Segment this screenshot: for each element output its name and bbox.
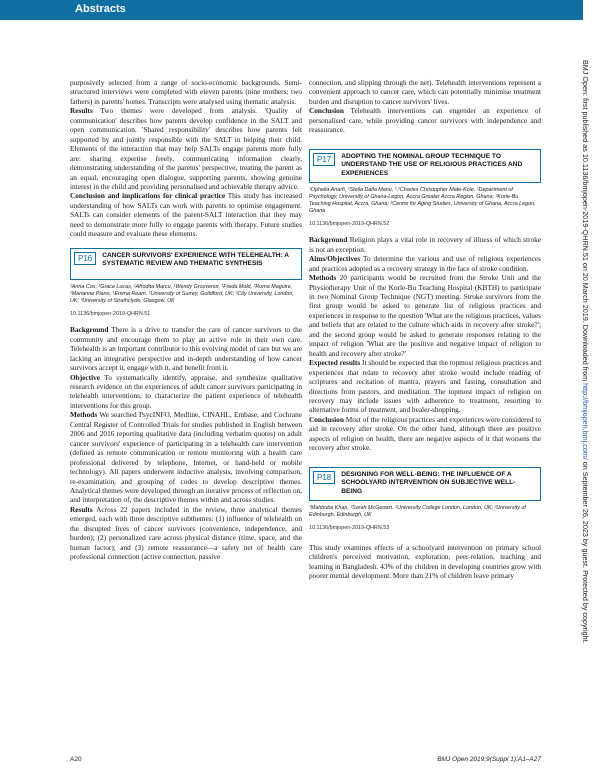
paragraph-text: This study has increased understanding of how SALTs can work with parents to optimise engagement. SALTs can consider elements of the parent-SALT interaction that they may need to demonstrate more fully to engage parents with therapy. Future studies could measure and evaluate these elements. <box>70 191 302 239</box>
paragraph <box>70 505 302 562</box>
paragraph-text: To systematically identify, appraise, and synthesize qualitative research evidence on the experiences of adult cancer survivors participating in telehealth interventions, to characterize the patient experience of telehealth interventions for this group. <box>70 372 302 410</box>
section-label: Expected results <box>309 358 361 368</box>
section-label: Results <box>70 106 93 116</box>
paragraph-text: Two themes were developed from analysis. 'Quality of communication' describes how parents develop confidence in the SALT and open communication. 'Shared responsibility' describes how parents felt supported by and jointly responsible with the SALT in helping their child. Elements of the interaction that may help SALTs engage parents more fully are: sharing expertise freely, communicating information clearly, demonstrating understanding of the parents' perspective, treating the parent as an equal, encouraging open dialogue, supporting parents, showing genuine interest in the child and providing personalised and achievable therapy advice. <box>70 106 302 191</box>
paragraph: This study examines effects of a schoolyard intervention on primary school children's perceived motivation, exploration, peer-relation, teaching and learning in Bangladesh. 43% of the children in developing countries grow with poorer mental development. More than 21% of children leave primary <box>309 542 541 581</box>
paragraph: connection, and slipping through the net). Telehealth interventions represent a convenient approach to cancer care, which can potentially minimise treatment burden and disruption to cancer survivors' lives. <box>309 78 541 106</box>
paragraph <box>309 254 541 273</box>
left-column <box>70 78 302 562</box>
paragraph <box>70 373 302 411</box>
paragraph <box>309 273 541 358</box>
journal-citation: BMJ Open 2019;9(Suppl 1):A1–A27 <box>437 756 541 763</box>
page-number: A20 <box>70 756 82 763</box>
right-column <box>309 78 541 581</box>
section-label: Conclusion and implications for clinical practice <box>70 191 226 201</box>
section-label: Background <box>309 235 348 245</box>
abstract-title: DESIGNING FOR WELL-BEING: THE INFLUENCE OF A SCHOOLYARD INTERVENTION ON SUBJECTIVE WELL-BEING <box>341 470 516 495</box>
paragraph <box>70 191 302 238</box>
section-label: Results <box>70 504 93 514</box>
section-label: Conclusion <box>309 106 344 116</box>
paragraph-text: It should be expected that the topmost religious practices and experiences that relate to recovery after stroke would include reading of scriptures and recitation of mantra, prayers and fasting, consultation and directions from pastors, and meditation. The topmost impact of religion on recovery may include issues with adherence to treatment, resorting to alternative forms of treatment, and healer-shopping. <box>309 358 541 415</box>
section-label: Methods <box>70 410 98 420</box>
paragraph: purposively selected from a range of socio-economic backgrounds. Semi-structured interviews were completed with eleven parents (nine mothers; two fathers) in parents' homes. Transcripts were analysed using thematic analysis. <box>70 78 302 106</box>
section-label: Conclusion <box>309 414 344 424</box>
abstract-title: ADOPTING THE NOMINAL GROUP TECHNIQUE TO UNDERSTAND THE USE OF RELIGIOUS PRACTICES AND EXPERIENCES <box>341 152 523 177</box>
abstract-id: P17 <box>313 153 335 166</box>
abstract-doi[interactable]: 10.1136/bmjopen-2019-QHRN.53 <box>309 524 390 531</box>
paragraph-text: 20 participants would be recruited from the Stroke Unit and the Physiotherapy Unit of the Korle-Bu Teaching Hospital (KBTH) to participate in two Nominal Group Technique (NGT) meeting. Stroke survivors from the first group would be asked to generate list of religious practices and experiences in response to the question 'What are the religious practices, values and beliefs that are related to the culture which aids in recovery after stroke?'; and the second group would be asked to generate responses relating to the impact of religion 'What are the positive and negative impact of religion to health and recovery after stroke?' <box>309 273 541 358</box>
paragraph-text: We searched PsycINFO, Medline, CINAHL, Embase, and Cochrane Central Register of Controlled Trials for studies published in English between 2006 and 2016 reporting qualitative data (including verbatim quotes) on adult cancer survivors' experience of participating in a telehealth care intervention (defined as remote communication or remote monitoring with a health care professional delivered by telephone, Internet, or hand-held or mobile technology). All papers underwent inductive analysis, involving comparison, re-examination, and grouping of codes to develop descriptive themes. Analytical themes were developed through an iterative process of reflection on, and interpretation of, the descriptive themes within and across studies. <box>70 410 302 505</box>
abstract-authors: ¹Mahbuba Khan, ²Sarah McGeown. ¹University College London, London, UK; ²University of Edinburgh, Edinburgh, UK <box>309 504 526 518</box>
paragraph <box>70 325 302 372</box>
abstract-doi[interactable]: 10.1136/bmjopen-2019-QHRN.51 <box>70 311 151 318</box>
abstract-id: P18 <box>313 471 335 484</box>
abstract-authors: ¹Ophelia Anarfi, ²Stella Dalla Manu, ¹,²Charles Christopher Mate-Kole. ¹Department of Psychology, University of Ghana-Legon, Accra Greater Accra Region, Ghana; ²Korle-Bu Teaching Hospital, Accra, Ghana; ³Centre for Aging Studies, University of Ghana, Accra Legon, Ghana <box>309 186 536 215</box>
paragraph-text: There is a drive to transfer the care of cancer survivors to the community and encourage them to play an active role in their own care. Telehealth is an important contributor to this evolving model of care but we are lacking an integrative perspective and in-depth understanding of how cancer survivors accept it, engage with it, and benefit from it. <box>70 325 302 373</box>
abstract-header-p16 <box>70 248 302 280</box>
abstract-authors: ¹Anna Cox, ¹Grace Lucas, ¹Afrodita Marcu, ¹Wendy Grosvenor, ¹Freda Mold, ²Roma Maguire, ¹Marianne Piano, ¹Emma Ream. ¹University of Surrey, Guildford, UK; ²City University, London, UK; ³University of Strathclyde, Glasgow, UK <box>70 283 294 305</box>
abstract-title: CANCER SURVIVORS' EXPERIENCE WITH TELEHEALTH: A SYSTEMATIC REVIEW AND THEMATIC SYNTHESIS <box>102 251 289 268</box>
sidebar-text-before: BMJ Open: first published as 10.1136/bmjopen-2019-QHRN.51 on 20 March 2019. Downloaded from <box>581 60 590 384</box>
paragraph-text: Most of the religious practices and experiences were considered to aid in recovery after stroke. On the other hand, although there are positive aspects of religion on health, there are negative aspects of it that worsens the recovery after stroke. <box>309 414 541 453</box>
paragraph <box>309 106 541 134</box>
sidebar-link[interactable]: http://bmjopen.bmj.com/ <box>581 383 590 460</box>
paragraph <box>70 410 302 505</box>
abstract-id: P16 <box>74 252 96 265</box>
paragraph <box>309 235 541 254</box>
paragraph-text: To determine the various and use of religious experiences and practices adopted as a recovery strategy in the face of stroke condition. <box>309 254 541 273</box>
sidebar-citation <box>576 60 590 780</box>
paragraph-text: Across 22 papers included in the review, three analytical themes emerged, each with three descriptive subthemes: (1) influence of telehealth on the disrupted lives of cancer survivors (convenience, independence, and burden); (2) personalized care across physical distance (time, space, and the human factor); and (3) remote reassurance—a safety net of health care professional connection (active connection, passive <box>70 504 302 562</box>
paragraph <box>70 106 302 191</box>
page-footer <box>70 756 541 766</box>
section-label: Aims/Objectives <box>309 254 361 264</box>
paragraph-text: Telehealth interventions can engender an experience of personalised care, while providing cancer survivors with independence and reassurance. <box>309 106 541 135</box>
sidebar-text <box>581 60 590 644</box>
section-label: Background <box>70 325 109 335</box>
paragraph-text: Religion plays a vital role in recovery of illness of which stroke is not an exception. <box>309 235 541 254</box>
paragraph <box>309 415 541 453</box>
abstract-doi[interactable]: 10.1136/bmjopen-2019-QHRN.52 <box>309 221 390 228</box>
section-label: Objective <box>70 372 100 382</box>
section-banner <box>0 0 583 20</box>
abstract-header-p17 <box>309 149 541 183</box>
banner-title: Abstracts <box>75 3 126 15</box>
paragraph <box>309 358 541 415</box>
sidebar-text-after: on September 26, 2023 by guest. Protected by copyright. <box>581 459 590 644</box>
abstract-header-p18 <box>309 467 541 501</box>
section-label: Methods <box>309 273 337 283</box>
